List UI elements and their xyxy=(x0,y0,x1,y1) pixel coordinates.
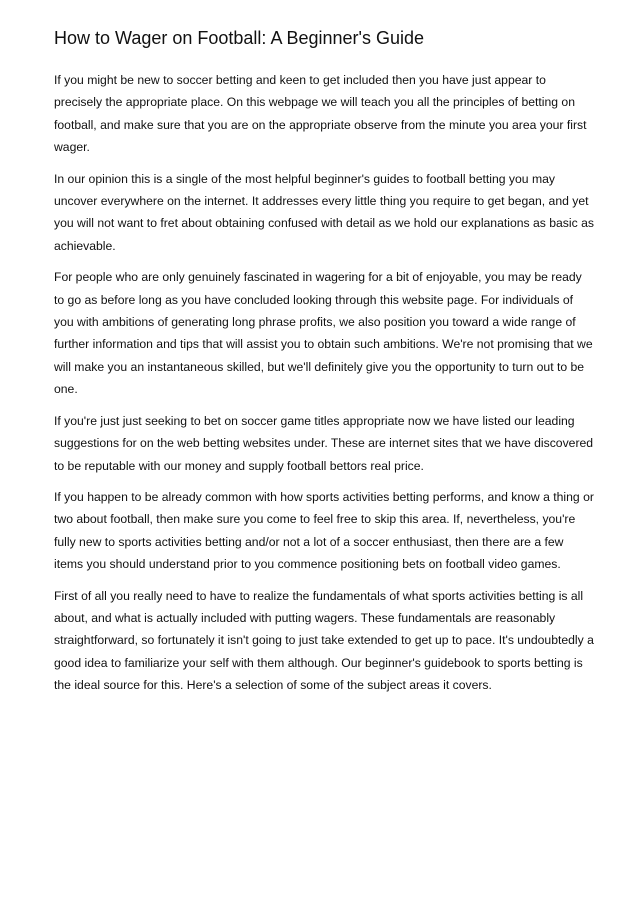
document-title: How to Wager on Football: A Beginner's Guide xyxy=(54,28,424,48)
document-page xyxy=(54,26,594,706)
paragraph-5: If you happen to be already common with how sports activities betting performs, and know a thing or two about football, then make sure you come to feel free to skip this area. If, nevertheless, you're fully new to sports activities betting and/or not a lot of a soccer enthusiast, then there are a few items you should understand prior to you commence positioning bets on football video games. xyxy=(54,489,594,572)
paragraph-6: First of all you really need to have to realize the fundamentals of what sports activities betting is all about, and what is actually included with putting wagers. These fundamentals are reasonably straightforward, so fortunately it isn't going to just take extended to get up to pace. It's undoubtedly a good idea to familiarize your self with them although. Our beginner's guidebook to sports betting is the ideal source for this. Here's a selection of some of the subject areas it covers. xyxy=(54,588,594,693)
paragraph-3: For people who are only genuinely fascinated in wagering for a bit of enjoyable, you may be ready to go as before long as you have concluded looking through this website page. For individuals of you with ambitions of generating long phrase profits, we also position you toward a wide range of further information and tips that will assist you to obtain such ambitions. We're not promising that we will make you an instantaneous skilled, but we'll definitely give you the opportunity to turn out to be one. xyxy=(54,270,593,397)
paragraph-2: In our opinion this is a single of the most helpful beginner's guides to football betting you may uncover everywhere on the internet. It addresses every little thing you require to get began, and yet you will not want to fret about obtaining confused with detail as we hold our explanations as basic as achievable. xyxy=(54,171,594,253)
paragraph-1: If you might be new to soccer betting and keen to get included then you have just appear to precisely the appropriate place. On this webpage we will teach you all the principles of betting on football, and make sure that you are on the appropriate observe from the minute you area your first wager. xyxy=(54,73,587,155)
paragraph-4: If you're just just seeking to bet on soccer game titles appropriate now we have listed our leading suggestions for on the web betting websites under. These are internet sites that we have discovered to be reputable with our money and supply football bettors real price. xyxy=(54,413,594,473)
